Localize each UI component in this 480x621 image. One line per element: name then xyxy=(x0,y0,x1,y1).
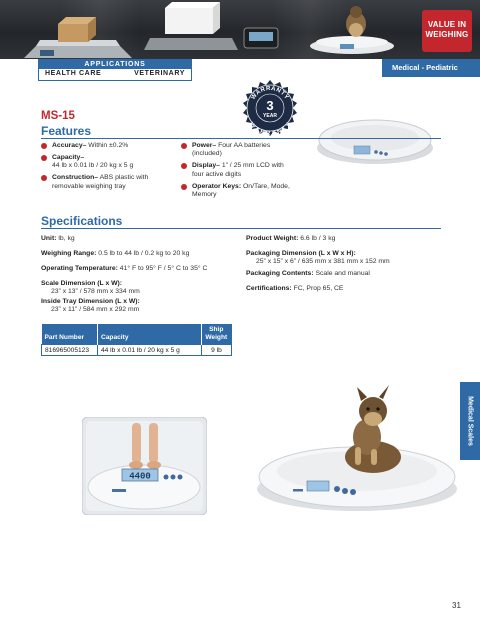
application-veterinary: VETERINARY xyxy=(134,70,185,77)
spec-packaging-dimension: Packaging Dimension (L x W x H): 25” x 15” x 6” / 635 mm x 381 mm x 152 mm xyxy=(246,250,390,266)
applications-title: APPLICATIONS xyxy=(39,60,191,69)
white-box-icon xyxy=(165,8,213,34)
cell-ship-weight: 9 lb xyxy=(202,345,232,356)
cardboard-box-icon xyxy=(58,24,88,42)
bullet-icon xyxy=(41,155,47,161)
features-list-left xyxy=(41,142,191,195)
spec-tray-dimension: Inside Tray Dimension (L x W): 23” x 11” / 584 mm x 292 mm xyxy=(41,298,140,314)
warranty-bottom-text: WARRANTY xyxy=(247,121,293,137)
header-capacity: Capacity xyxy=(98,324,202,345)
model-number: MS-15 xyxy=(41,110,75,122)
warranty-unit: YEAR xyxy=(263,113,277,119)
spec-unit: Unit: lb, kg xyxy=(41,235,75,242)
header-ship-weight: Ship Weight xyxy=(202,324,232,345)
feature-construction: Construction– ABS plastic with removable weighing tray xyxy=(41,174,191,191)
specifications-heading: Specifications xyxy=(41,214,123,228)
header-part-number: Part Number xyxy=(42,324,98,345)
warranty-years: 3 xyxy=(266,98,274,113)
baby-leg-icon xyxy=(132,423,141,463)
scale-display-icon xyxy=(307,481,329,491)
application-health-care: HEALTH CARE xyxy=(45,70,102,77)
specifications-divider xyxy=(41,228,441,229)
spec-packaging-contents: Packaging Contents: Scale and manual xyxy=(246,270,370,277)
bullet-icon xyxy=(181,184,187,190)
spec-operating-temperature: Operating Temperature: 41° F to 95° F / 5° C to 35° C xyxy=(41,265,208,272)
features-heading: Features xyxy=(41,124,92,138)
side-tab-medical-scales xyxy=(460,382,480,460)
feature-capacity: Capacity– 44 lb x 0.01 lb / 20 kg x 5 g xyxy=(41,154,191,171)
feature-operator-keys: Operator Keys: On/Tare, Mode, Memory xyxy=(181,183,311,200)
bullet-icon xyxy=(41,175,47,181)
warranty-seal xyxy=(241,79,299,137)
feature-power: Power– Four AA batteries (included) xyxy=(181,142,311,159)
lcd-reading: 4400 xyxy=(129,471,151,482)
category-label: Medical - Pediatric xyxy=(382,59,480,77)
spec-weighing-range: Weighing Range: 0.5 lb to 44 lb / 0.2 kg to 20 kg xyxy=(41,250,190,257)
bullet-icon xyxy=(181,163,187,169)
bullet-icon xyxy=(41,143,47,149)
baby-leg-icon xyxy=(149,423,158,463)
shipping-scale xyxy=(144,38,238,50)
features-divider xyxy=(41,138,441,139)
spec-scale-dimension: Scale Dimension (L x W): 23” x 13” / 578 mm x 334 mm xyxy=(41,280,140,296)
banner-products-image xyxy=(0,0,480,59)
feature-accuracy: Accuracy– Within ±0.2% xyxy=(41,142,191,150)
table-row xyxy=(42,345,232,356)
bullet-icon xyxy=(181,143,187,149)
cell-part-number: 816965005123 xyxy=(42,345,98,356)
value-in-weighing-badge xyxy=(422,10,472,52)
warranty-top-text: WARRANTY xyxy=(250,85,290,101)
features-list-right xyxy=(181,142,311,203)
spec-product-weight: Product Weight: 6.6 lb / 3 kg xyxy=(246,235,336,242)
header-banner xyxy=(0,0,480,59)
product-table xyxy=(41,324,232,356)
page-number: 31 xyxy=(452,601,461,610)
product-photo-feet xyxy=(82,417,207,515)
table-header-row xyxy=(42,324,232,345)
spec-certifications: Certifications: FC, Prop 65, CE xyxy=(246,285,344,292)
feature-display: Display– 1” / 25 mm LCD with four active digits xyxy=(181,162,311,179)
scale-display-icon xyxy=(354,146,370,154)
badge-line-1: VALUE IN xyxy=(427,20,467,29)
badge-line-2: WEIGHING xyxy=(425,30,469,39)
applications-box xyxy=(38,59,192,81)
cell-capacity: 44 lb x 0.01 lb / 20 kg x 5 g xyxy=(98,345,202,356)
product-photo-dog xyxy=(255,385,460,515)
side-tab-label: Medical Scales xyxy=(466,396,474,446)
product-photo-top xyxy=(312,110,438,168)
